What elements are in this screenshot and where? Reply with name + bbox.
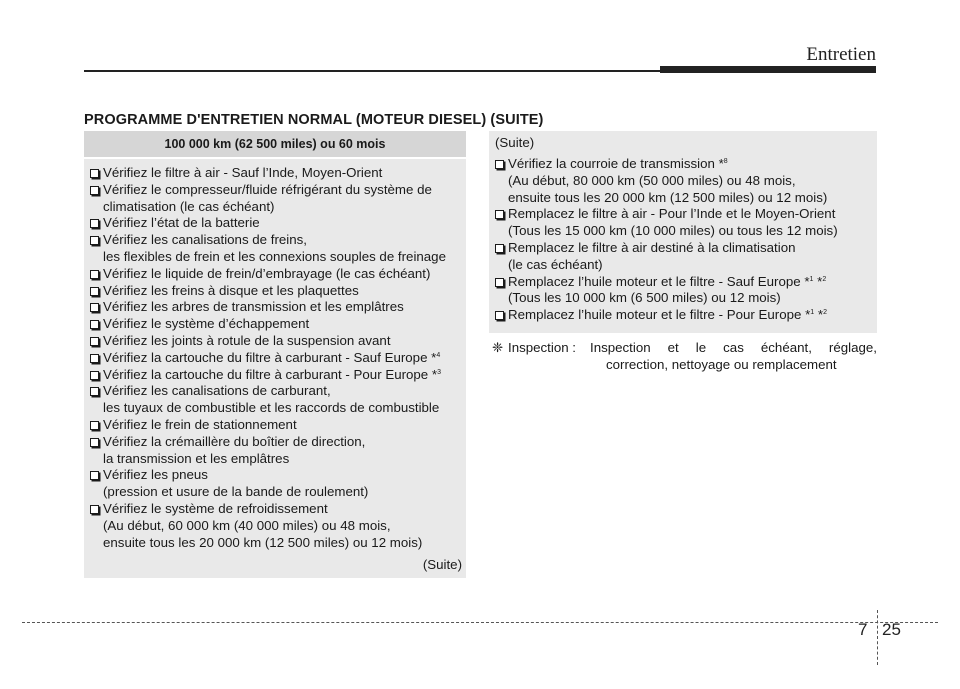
checklist-item-text: Vérifiez les freins à disque et les plaquettes: [103, 282, 359, 298]
checkbox-bullet-icon: [90, 303, 99, 312]
checklist-item-detail: la transmission et les emplâtres: [103, 450, 290, 466]
checklist-item-text: Vérifiez le système d’échappement: [103, 316, 310, 332]
checkbox-bullet-icon: [90, 270, 99, 279]
checkbox-bullet-icon: [90, 320, 99, 329]
checklist-item-text: Vérifiez les joints à rotule de la suspension avant: [103, 332, 391, 348]
checklist-item: [90, 434, 466, 468]
checklist-item: [495, 240, 877, 274]
checklist-item-text: Remplacez le filtre à air destiné à la climatisation: [508, 239, 796, 255]
checkbox-bullet-icon: [90, 287, 99, 296]
note-symbol-icon: ❈: [492, 340, 504, 355]
checklist-item-text: Vérifiez la cartouche du filtre à carburant - Pour Europe *: [103, 366, 438, 382]
checkbox-bullet-icon: [90, 387, 99, 396]
checklist-item: [90, 215, 466, 232]
checklist-item-text: Vérifiez la crémaillère du boîtier de direction,: [103, 433, 366, 449]
checklist-item-text: Vérifiez le liquide de frein/d’embrayage (le cas échéant): [103, 265, 431, 281]
checkbox-bullet-icon: [495, 210, 504, 219]
checklist-item-text: Vérifiez les canalisations de carburant,: [103, 383, 331, 399]
checklist-item: [90, 383, 466, 417]
note-text-cont: correction, nettoyage ou remplacement: [606, 356, 837, 372]
header-rule-thick: [660, 66, 876, 73]
checklist-item: [90, 417, 466, 434]
checkbox-bullet-icon: [495, 244, 504, 253]
checklist-item-text: Vérifiez le filtre à air - Sauf l’Inde, Moyen-Orient: [103, 165, 383, 180]
checklist-item-text: Vérifiez l’état de la batterie: [103, 215, 260, 231]
checklist-item-text: Vérifiez les arbres de transmission et les emplâtres: [103, 299, 404, 315]
checkbox-bullet-icon: [90, 354, 99, 363]
checkbox-bullet-icon: [90, 186, 99, 195]
checklist-item-text: Vérifiez le compresseur/fluide réfrigérant du système de: [103, 181, 432, 197]
checkbox-bullet-icon: [495, 278, 504, 287]
footnote-ref: 1: [810, 309, 815, 317]
checklist-item-detail: (Au début, 60 000 km (40 000 miles) ou 48 mois,: [103, 517, 391, 533]
footnote-ref: 3: [437, 368, 441, 376]
footnote-ref: 1: [809, 275, 814, 283]
section-title: Entretien: [806, 44, 876, 65]
checkbox-bullet-icon: [90, 169, 99, 178]
checklist-item: [90, 467, 466, 501]
checkbox-bullet-icon: [90, 337, 99, 346]
page-number: 25: [882, 620, 901, 639]
checklist-item-text: Remplacez l’huile moteur et le filtre - Pour Europe *: [508, 307, 811, 323]
checklist-item-text: Remplacez l’huile moteur et le filtre - Sauf Europe *: [508, 273, 810, 289]
checklist-item-detail: (le cas échéant): [508, 256, 603, 272]
footer-rule: [22, 622, 938, 623]
checklist-item: [495, 206, 877, 240]
checklist-item: [90, 266, 466, 283]
checkbox-bullet-icon: [90, 471, 99, 480]
checklist-item-text: Remplacez le filtre à air - Pour l’Inde et le Moyen-Orient: [508, 206, 836, 222]
checklist-item: [90, 283, 466, 300]
checkbox-bullet-icon: [90, 421, 99, 430]
footnote-ref: 2: [822, 275, 827, 283]
checklist-item-text: Vérifiez le frein de stationnement: [103, 416, 297, 432]
checklist-item-detail: les tuyaux de combustible et les raccords de combustible: [103, 400, 440, 416]
checkbox-bullet-icon: [90, 505, 99, 514]
checklist-item: [90, 165, 466, 182]
footnote-ref: 4: [436, 351, 441, 359]
checkbox-bullet-icon: [90, 438, 99, 447]
footnote-ref: 2: [823, 309, 827, 317]
checklist-item: [90, 367, 466, 384]
checkbox-bullet-icon: [90, 371, 99, 380]
checklist-item: Remplacez l’huile moteur et le filtre - Sauf Europe *$^1$ *$^2$ (Tous les 10 000 km (6 500 miles) ou 12 mois): [495, 274, 877, 308]
checkbox-bullet-icon: [495, 160, 504, 169]
checklist-item: [90, 350, 466, 367]
checklist-item-text: Vérifiez le système de refroidissement: [103, 500, 328, 516]
checklist-item: [90, 316, 466, 333]
continued-label: (Suite): [422, 557, 462, 572]
checklist-item: [90, 501, 466, 551]
header-rule: [84, 70, 660, 72]
checklist-item-detail: ensuite tous les 20 000 km (12 500 miles) ou 12 mois): [508, 189, 828, 205]
checklist-item: Remplacez l’huile moteur et le filtre - Pour Europe *$^1$ *$^2$: [495, 307, 877, 324]
checkbox-bullet-icon: [90, 219, 99, 228]
checklist-item-text: Vérifiez les canalisations de freins,: [103, 232, 307, 248]
page-heading: PROGRAMME D'ENTRETIEN NORMAL (MOTEUR DIESEL) (SUITE): [84, 112, 544, 128]
checklist-item: [90, 232, 466, 266]
checklist-item-text: Vérifiez la courroie de transmission *: [508, 156, 724, 171]
checklist-item-text: Vérifiez les pneus: [103, 467, 208, 483]
note-text: Inspection et le cas échéant, réglage,: [590, 340, 877, 355]
checklist-item: [90, 299, 466, 316]
checklist-item-detail: (Tous les 15 000 km (10 000 miles) ou tous les 12 mois): [508, 223, 838, 239]
schedule-panel-right: [489, 131, 877, 333]
schedule-panel-left: [84, 131, 466, 578]
checklist-item-detail: (pression et usure de la bande de roulement): [103, 484, 369, 500]
footnote-ref: 8: [723, 158, 728, 165]
chapter-number: 7: [858, 620, 868, 639]
footer-divider: [877, 610, 878, 665]
checklist-item-detail: les flexibles de frein et les connexions souples de freinage: [103, 248, 446, 264]
continued-label-top: (Suite): [495, 135, 535, 150]
inspection-note: [492, 340, 877, 374]
checklist-left: [84, 159, 466, 551]
checkbox-bullet-icon: [90, 236, 99, 245]
checklist-right: [489, 156, 877, 324]
checkbox-bullet-icon: [495, 311, 504, 320]
checklist-item-detail: climatisation (le cas échéant): [103, 198, 275, 214]
checklist-item-detail: (Au début, 80 000 km (50 000 miles) ou 48 mois,: [508, 172, 796, 188]
checklist-item: [90, 333, 466, 350]
note-label: Inspection :: [508, 340, 577, 355]
checklist-item-detail: ensuite tous les 20 000 km (12 500 miles) ou 12 mois): [103, 534, 423, 550]
checklist-item-detail: (Tous les 10 000 km (6 500 miles) ou 12 mois): [508, 290, 781, 306]
checklist-item: [90, 182, 466, 216]
checklist-item-text: Vérifiez la cartouche du filtre à carburant - Sauf Europe *: [103, 349, 437, 365]
interval-heading: 100 000 km (62 500 miles) ou 60 mois: [84, 131, 466, 159]
checklist-item: [495, 156, 877, 206]
